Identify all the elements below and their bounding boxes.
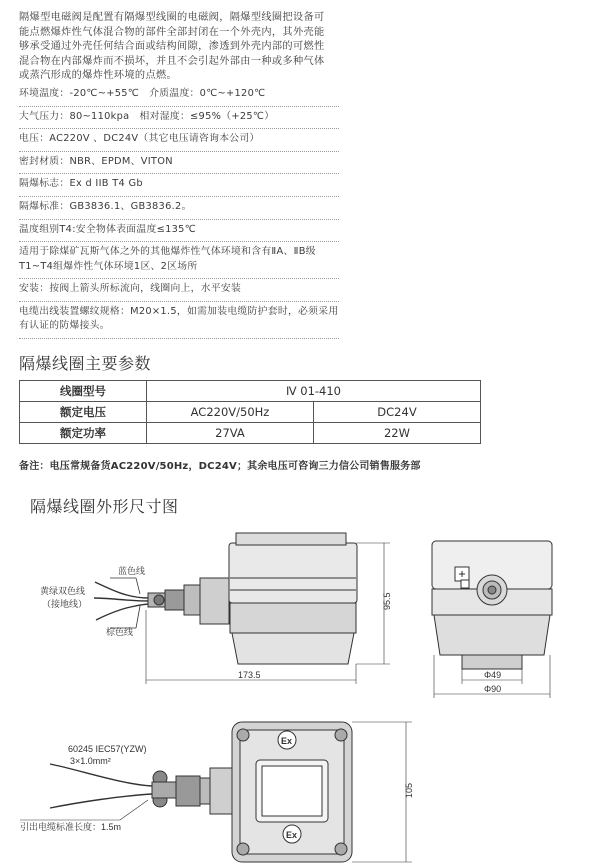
dim-length-label: 173.5 [238,670,261,680]
dimension-drawing [0,520,591,867]
note: 备注：电压常规备货AC220V/50Hz，DC24V；其余电压可咨询三力信公司销售服务部 [19,461,421,472]
cable-spec-label: 60245 IEC57(YZW) [68,744,147,754]
intro-paragraph: 隔爆型电磁阀是配置有隔爆型线圈的电磁阀，隔爆型线圈把设备可能点燃爆炸性气体混合物的部件全部封闭在一个外壳内，其外壳能够承受通过外壳任何结合面或结构间隙，渗透到外壳内部的可燃性混合物在内部爆炸而不损坏，并且不会引起外部由一种或多种气体或蒸汽形成的爆炸性环境的点燃。 [19,12,325,82]
cable-size-label: 3×1.0mm² [70,756,111,766]
rated-voltage-ac: AC220V/50Hz [147,402,314,423]
ex-mark-top: Ex [281,736,293,746]
wire-yellow-green-label: 黄绿双色线 [40,586,86,596]
params-title: 隔爆线圈主要参数 [19,354,152,373]
spec-temp-class: 温度组别T4:安全物体表面温度≤135℃ [19,220,339,243]
spec-installation: 安装：按阀上箭头所标流向，线圈向上，水平安装 [19,279,339,302]
spec-list [19,84,339,339]
params-table [19,380,481,444]
coil-model-value: Ⅳ 01-410 [147,381,481,402]
spec-ex-mark: 隔爆标志：Ex d IIB T4 Gb [19,174,339,197]
spec-ambient-temp: 环境温度：-20℃~+55℃ 介质温度：0℃~+120℃ [19,84,339,107]
spec-voltage: 电压：AC220V 、DC24V（其它电压请咨询本公司） [19,129,339,152]
rated-power-ac: 27VA [147,423,314,444]
wire-blue-label: 蓝色线 [118,566,146,576]
side-view [94,533,390,684]
top-view [20,722,412,862]
rated-power-label: 额定功率 [20,423,147,444]
coil-model-label: 线圈型号 [20,381,147,402]
ex-mark-bottom: Ex [286,830,298,840]
wire-ground-label: （接地线） [42,599,88,609]
dim-height-label: 95.5 [382,592,392,610]
rated-voltage-dc: DC24V [314,402,481,423]
rated-power-dc: 22W [314,423,481,444]
table-row [20,381,481,402]
rated-voltage-label: 额定电压 [20,402,147,423]
table-row [20,402,481,423]
spec-cable-thread: 电缆出线装置螺纹规格：M20×1.5，如需加装电缆防护套时，必须采用有认证的防爆接头。 [19,302,339,339]
cable-length-label: 引出电缆标准长度：1.5m [20,822,122,832]
spec-seal: 密封材质：NBR、EPDM、VITON [19,152,339,175]
spec-pressure: 大气压力：80~110kpa 相对湿度：≤95%（+25℃） [19,107,339,130]
spec-application: 适用于除煤矿瓦斯气体之外的其他爆炸性气体环境和含有ⅡA、ⅡB级T1~T4组爆炸性气体环境1区、2区场所 [19,242,339,279]
table-row [20,423,481,444]
drawing-title: 隔爆线圈外形尺寸图 [30,497,179,516]
dim-d90-label: Φ90 [484,684,502,694]
dim-105-label: 105 [404,782,414,798]
spec-ex-standard: 隔爆标准：GB3836.1、GB3836.2。 [19,197,339,220]
wire-brown-label: 棕色线 [106,627,134,637]
dim-d49-label: Φ49 [484,670,502,680]
